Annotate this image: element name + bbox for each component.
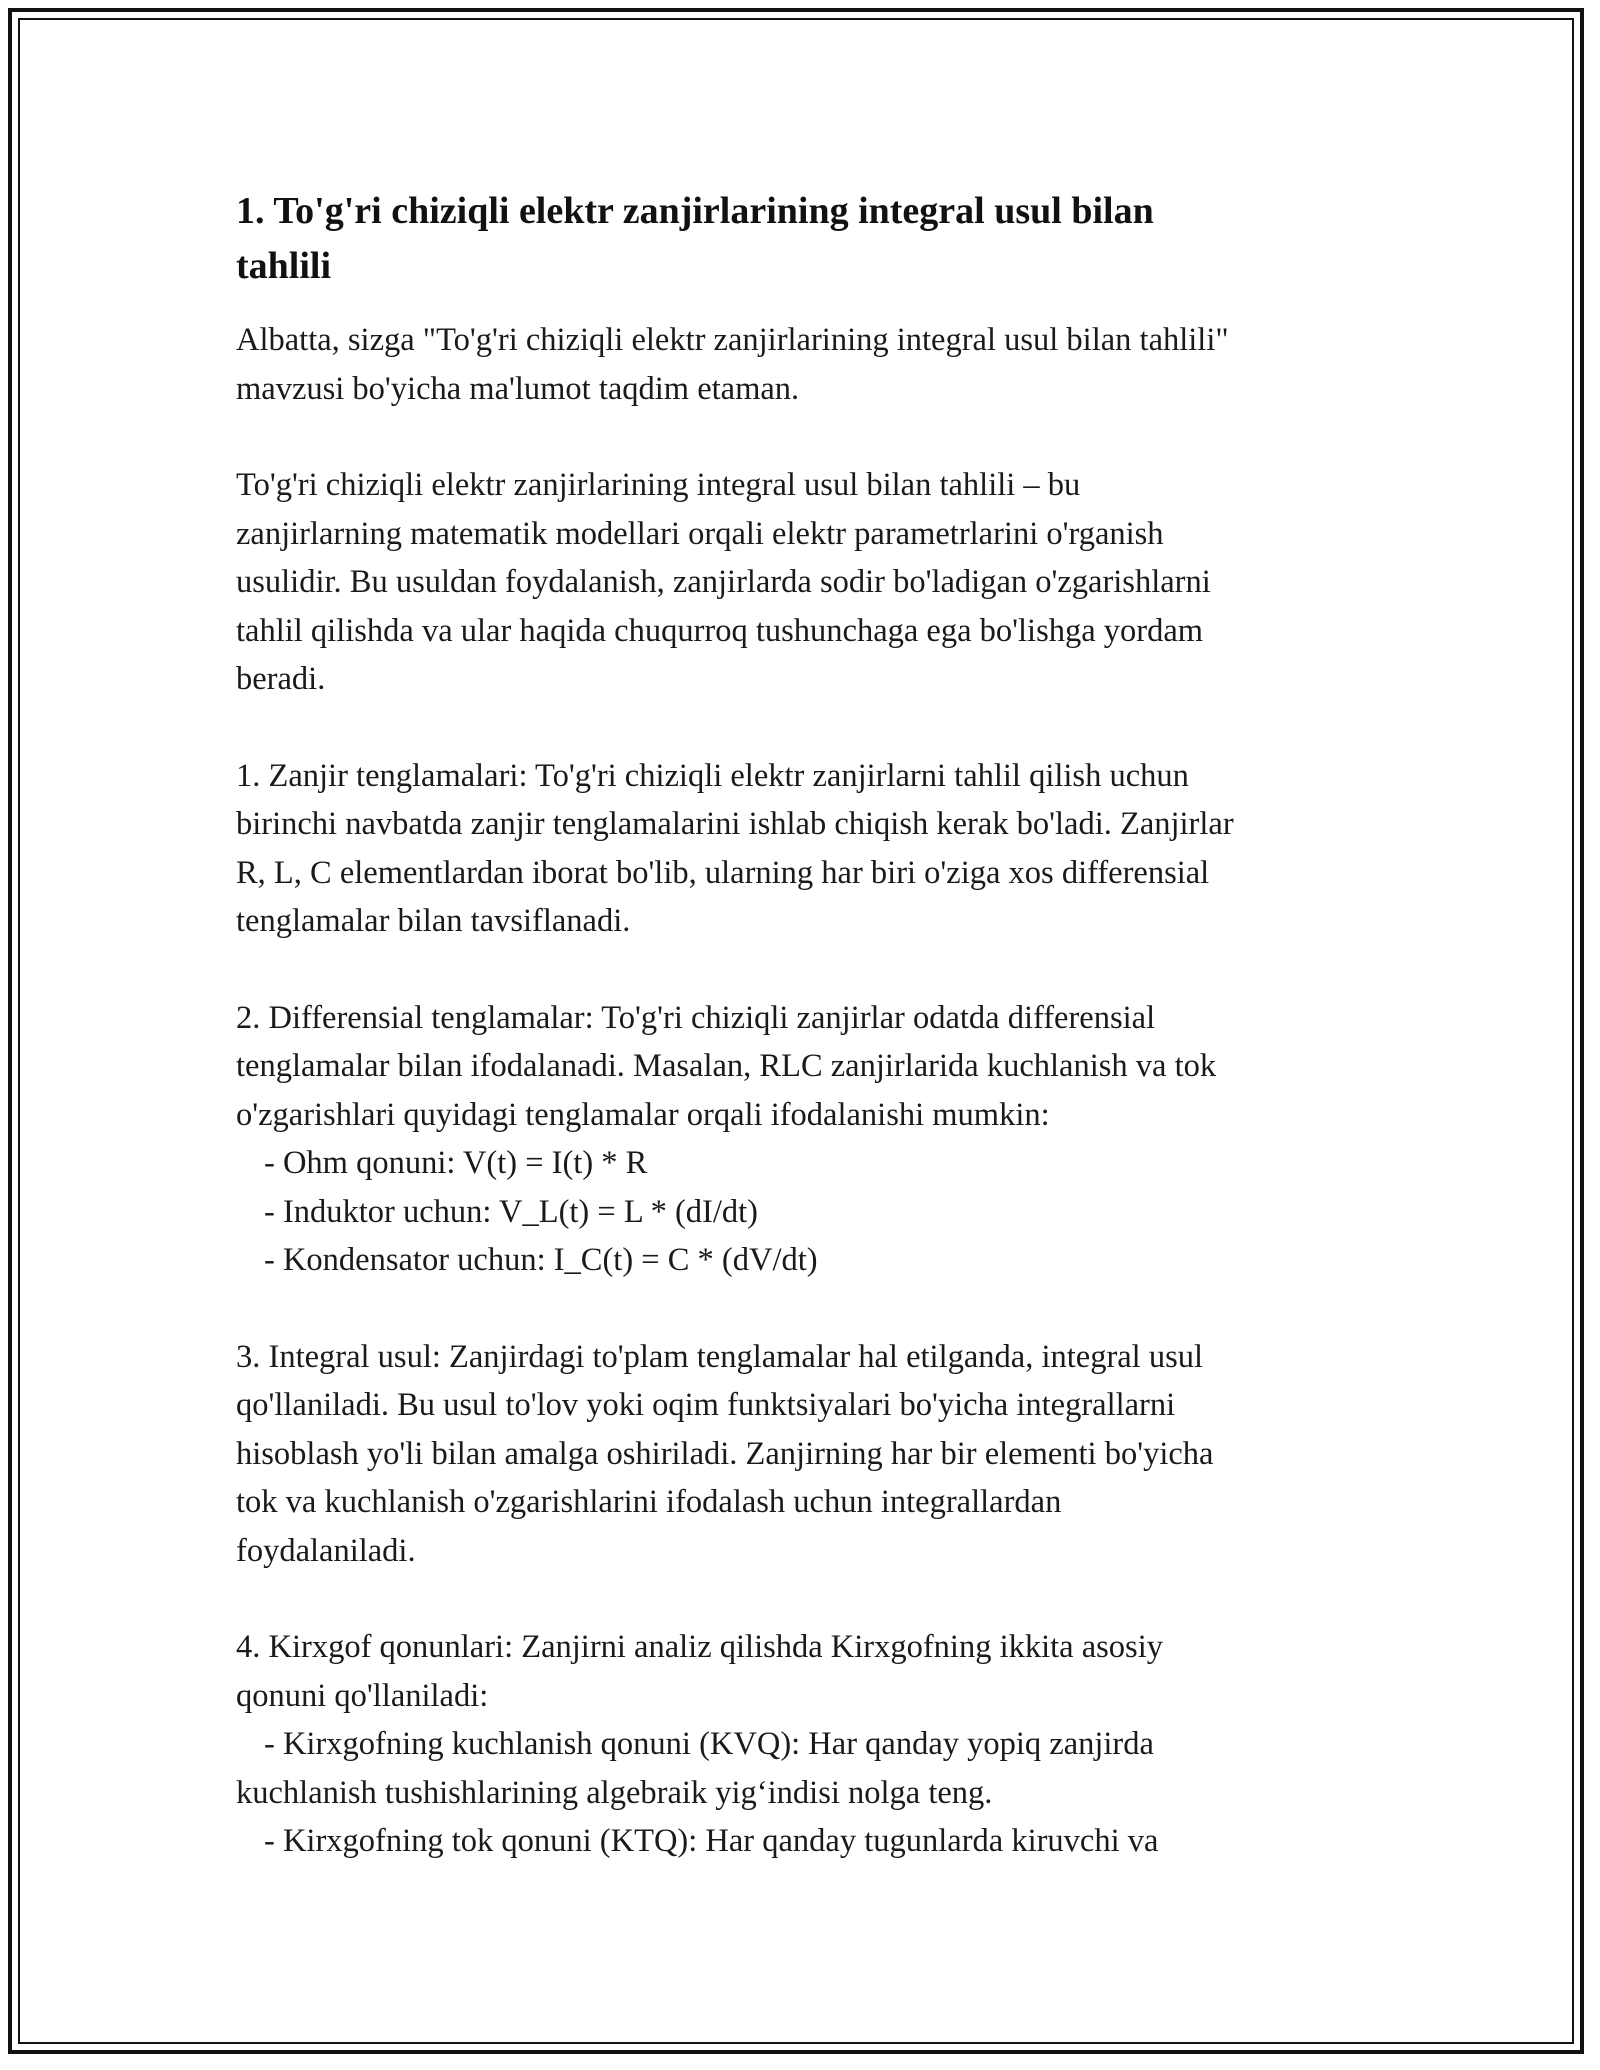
formula-bullet-ohm: - Ohm qonuni: V(t) = I(t) * R [264,1145,648,1181]
title-line: tahlili [236,245,332,287]
text-line: usulidir. Bu usuldan foydalanish, zanjirlarda sodir bo'ladigan o'zgarishlarni [236,564,1211,600]
ktq-bullet: - Kirxgofning tok qonuni (KTQ): Har qanday tugunlarda kiruvchi va [264,1823,1159,1859]
text-line: zanjirlarning matematik modellari orqali elektr parametrlarini o'rganish [236,515,1164,552]
document-title [236,184,1386,294]
document-body [236,184,1386,1914]
kvq-bullet-continuation: kuchlanish tushishlarining algebraik yig‘indisi nolga teng. [236,1774,993,1811]
text-line: qonuni qo'llaniladi: [236,1677,489,1714]
section-circuit-equations [236,752,1386,946]
text-line: birinchi navbatda zanjir tenglamalarini ishlab chiqish kerak bo'ladi. Zanjirlar [236,806,1234,842]
text-line: foydalaniladi. [236,1532,416,1569]
section-integral-method [236,1333,1386,1576]
text-line: mavzusi bo'yicha ma'lumot taqdim etaman. [236,370,800,407]
text-line: tenglamalar bilan ifodalanadi. Masalan, RLC zanjirlarida kuchlanish va tok [236,1048,1217,1084]
text-line: R, L, C elementlardan iborat bo'lib, ularning har biri o'ziga xos differensial [236,854,1210,891]
text-line: 2. Differensial tenglamalar: To'g'ri chiziqli zanjirlar odatda differensial [236,999,1156,1036]
kvq-bullet: - Kirxgofning kuchlanish qonuni (KVQ): Har qanday yopiq zanjirda [264,1726,1154,1762]
text-line: tok va kuchlanish o'zgarishlarini ifodalash uchun integrallardan [236,1484,1062,1520]
text-line: 4. Kirxgof qonunlari: Zanjirni analiz qilishda Kirxgofning ikkita asosiy [236,1629,1163,1665]
text-line: hisoblash yo'li bilan amalga oshiriladi. Zanjirning har bir elementi bo'yicha [236,1435,1214,1472]
text-line: To'g'ri chiziqli elektr zanjirlarining integral usul bilan tahlili – bu [236,467,1081,503]
section-kirchhoff-laws [236,1623,1386,1866]
title-line: 1. To'g'ri chiziqli elektr zanjirlarining integral usul bilan [236,190,1154,232]
text-line: 1. Zanjir tenglamalari: To'g'ri chiziqli elektr zanjirlarni tahlil qilish uchun [236,757,1189,794]
text-line: 3. Integral usul: Zanjirdagi to'plam tenglamalar hal etilganda, integral usul [236,1338,1204,1375]
paragraph-intro [236,316,1386,413]
section-differential-equations [236,994,1386,1285]
paragraph-definition [236,461,1386,704]
text-line: Albatta, sizga "To'g'ri chiziqli elektr zanjirlarining integral usul bilan tahlili" [236,322,1229,358]
text-line: tenglamalar bilan tavsiflanadi. [236,903,631,939]
formula-bullet-inductor: - Induktor uchun: V_L(t) = L * (dI/dt) [264,1193,758,1230]
formula-bullet-capacitor: - Kondensator uchun: I_C(t) = C * (dV/dt) [264,1242,818,1278]
text-line: beradi. [236,661,326,697]
text-line: tahlil qilishda va ular haqida chuqurroq tushunchaga ega bo'lishga yordam [236,612,1204,649]
text-line: qo'llaniladi. Bu usul to'lov yoki oqim funktsiyalari bo'yicha integrallarni [236,1387,1176,1423]
text-line: o'zgarishlari quyidagi tenglamalar orqali ifodalanishi mumkin: [236,1096,1050,1133]
